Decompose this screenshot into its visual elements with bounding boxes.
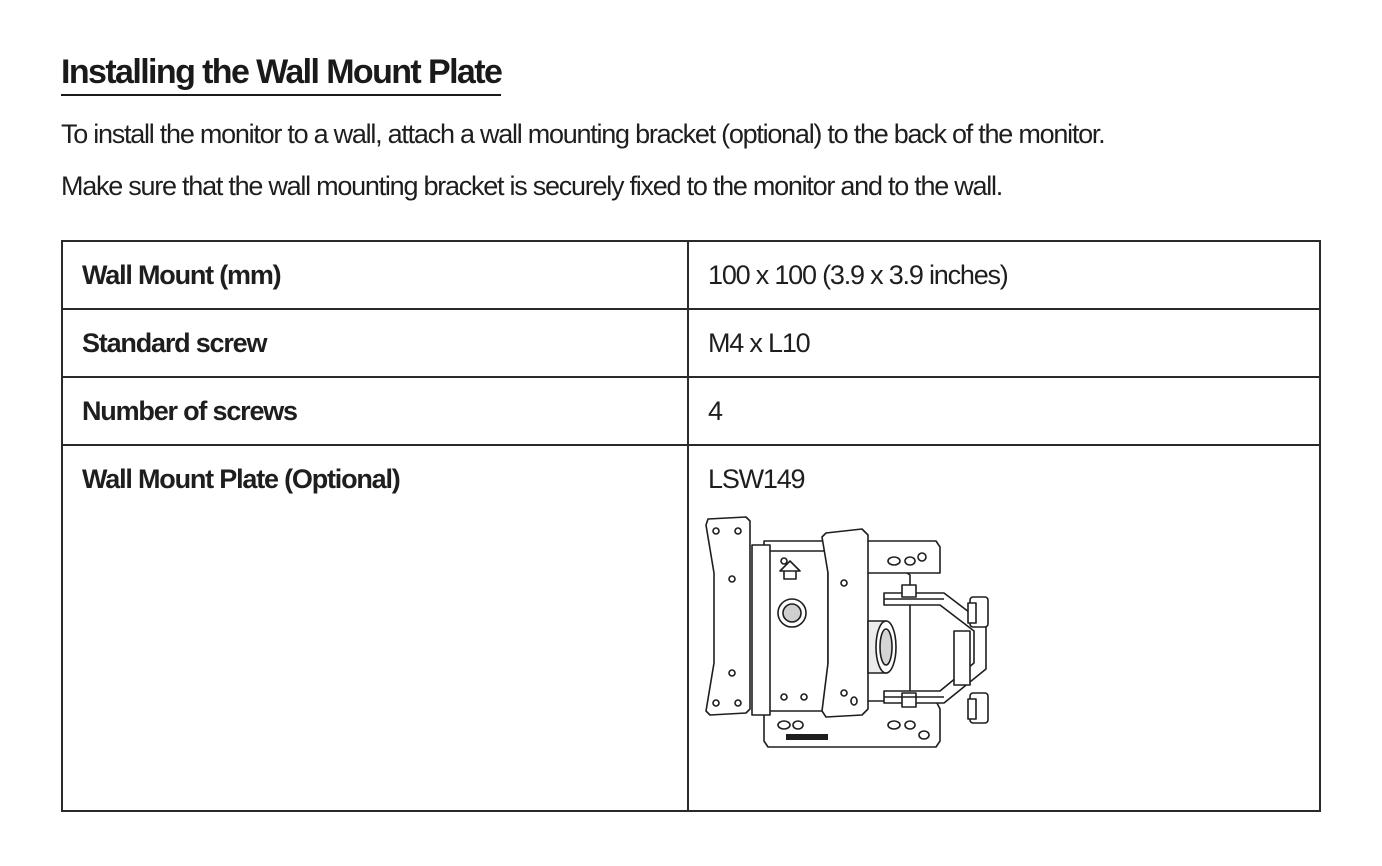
row-value-number-of-screws: 4 bbox=[688, 377, 1320, 445]
row-label-number-of-screws: Number of screws bbox=[62, 377, 688, 445]
table-row bbox=[62, 241, 1320, 309]
row-value-wall-mount-plate: LSW149 bbox=[708, 464, 805, 494]
section-heading: Installing the Wall Mount Plate bbox=[61, 52, 501, 96]
manual-page bbox=[61, 52, 1321, 494]
row-value-wall-mount-plate-cell bbox=[688, 445, 1320, 811]
intro-line-1: To install the monitor to a wall, attach a wall mounting bracket (optional) to the back of the monitor. bbox=[61, 119, 1105, 149]
row-value-wall-mount: 100 x 100 (3.9 x 3.9 inches) bbox=[688, 241, 1320, 309]
table-row bbox=[62, 309, 1320, 377]
wall-mount-bracket-illustration bbox=[704, 513, 1004, 753]
table-row bbox=[62, 445, 1320, 811]
wall-mount-spec-table bbox=[61, 240, 1321, 812]
row-label-standard-screw: Standard screw bbox=[62, 309, 688, 377]
table-row bbox=[62, 377, 1320, 445]
row-label-wall-mount: Wall Mount (mm) bbox=[62, 241, 688, 309]
row-value-standard-screw: M4 x L10 bbox=[688, 309, 1320, 377]
row-label-wall-mount-plate: Wall Mount Plate (Optional) bbox=[62, 445, 688, 811]
intro-line-2: Make sure that the wall mounting bracket is securely fixed to the monitor and to the wall. bbox=[61, 171, 1003, 201]
